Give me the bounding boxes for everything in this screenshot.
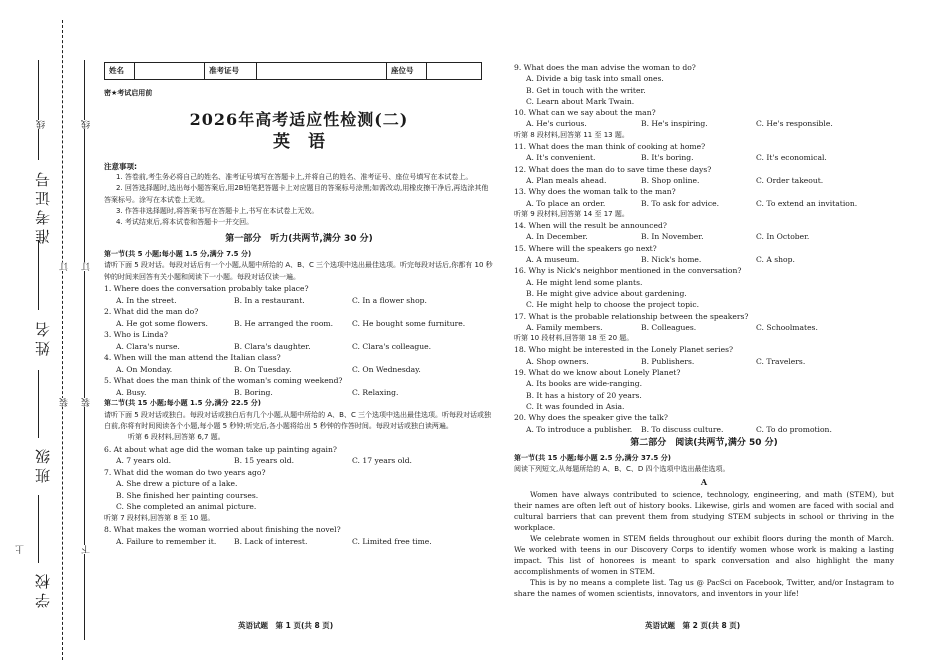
option-c: C. To do promotion.: [756, 424, 832, 434]
part1-title: 第一部分 听力(共两节,满分 30 分): [225, 234, 373, 245]
note-item: 3. 作答非选择题时,将答案书写在答题卡上,书写在本试卷上无效。: [116, 206, 319, 215]
question-20: [514, 412, 894, 435]
option-a: A. Failure to remember it.: [116, 536, 217, 546]
info-table: [104, 62, 482, 80]
binding-class-label: 班级: [34, 445, 52, 483]
option-a: A. Divide a big task into small ones.: [526, 74, 664, 84]
name-field[interactable]: [135, 63, 205, 80]
section1-instructions: 请听下面 5 段对话。每段对话后有一个小题,从题中所给的 A、B、C 三个选项中选出最佳选项。听完每段对话后,你都有 10 秒钟的时间来回答有关小题和阅读下一小题。每段对话仅读一遍。: [104, 261, 493, 281]
question-text: 12. What does the man do to save time these days?: [514, 164, 712, 174]
part2-section1-heading: 第一节(共 15 小题;每小题 2.5 分,满分 37.5 分): [514, 454, 671, 463]
option-c: C. Learn about Mark Twain.: [526, 96, 635, 106]
option-c: C. Travelers.: [756, 356, 806, 366]
question-text: 1. Where does the conversation probably take place?: [104, 284, 309, 294]
binding-mark: 订: [82, 262, 92, 271]
note-item: 4. 考试结束后,将本试卷和答题卡一并交回。: [116, 218, 254, 227]
binding-strip: [0, 0, 100, 672]
option-c: C. He's responsible.: [756, 119, 833, 129]
option-c: C. He might help to choose the project topic.: [526, 300, 700, 310]
question-6: [104, 444, 494, 467]
passage-letter: A: [700, 476, 708, 487]
binding-mark: 线: [82, 120, 92, 129]
option-b: B. Boring.: [234, 387, 273, 397]
option-a: A. To place an order.: [526, 198, 606, 208]
option-a: A. Clara's nurse.: [116, 341, 180, 351]
binding-blank: [38, 240, 39, 310]
option-b: B. Shop online.: [641, 175, 700, 185]
passage-paragraph: We celebrate women in STEM fields throughout our exhibit floors during the month of March. We worked with teens in our Discovery Corps to identify women whose work is making a lasting impact. This list of honorees is meant to spark conversation and also highlight the many accomplishments of women in STEM.: [514, 533, 894, 576]
question-7: [104, 467, 494, 513]
option-c: C. Schoolmates.: [756, 322, 818, 332]
question-text: 7. What did the woman do two years ago?: [104, 467, 266, 477]
option-a: A. He got some flowers.: [116, 318, 208, 328]
option-c: C. It's economical.: [756, 153, 827, 163]
page-footer-2: 英语试题 第 2 页(共 8 页): [645, 621, 741, 630]
option-b: B. Get in touch with the writer.: [526, 85, 646, 95]
binding-blank: [38, 495, 39, 563]
option-c: C. Relaxing.: [352, 387, 399, 397]
option-c: C. Order takeout.: [756, 175, 824, 185]
question-5: [104, 375, 494, 398]
question-text: 2. What did the man do?: [104, 307, 199, 317]
option-c: C. It was founded in Asia.: [526, 401, 625, 411]
note-item: 2. 回答选择题时,选出每小题答案后,用2B铅笔把答题卡上对应题目的答案标号涂黑;如需改动,用橡皮擦干净后,再选涂其他答案标号。涂写在本试卷上无效。: [104, 184, 489, 204]
option-c: C. She completed an animal picture.: [116, 502, 257, 512]
option-b: B. It's boring.: [641, 153, 694, 163]
option-a: A. A museum.: [526, 255, 580, 265]
question-2: [104, 306, 494, 329]
option-b: B. Publishers.: [641, 356, 695, 366]
question-text: 11. What does the man think of cooking at home?: [514, 142, 706, 152]
option-b: B. On Tuesday.: [234, 364, 292, 374]
option-b: B. To ask for advice.: [641, 198, 720, 208]
option-c: C. In a flower shop.: [352, 295, 427, 305]
option-c: C. He bought some furniture.: [352, 318, 466, 328]
question-text: 8. What makes the woman worried about finishing the novel?: [104, 525, 341, 535]
question-19: [514, 367, 894, 412]
left-page: [104, 62, 494, 547]
binding-school-label: 学校: [34, 570, 52, 608]
option-c: C. Clara's colleague.: [352, 341, 432, 351]
question-text: 6. At about what age did the woman take up painting again?: [104, 444, 337, 454]
subject-title: 英语: [273, 132, 343, 152]
note-item: 1. 答卷前,考生务必将自己的姓名、准考证号填写在答题卡上,并将自己的姓名、准考证号、座位号填写在本试卷上。: [116, 173, 473, 181]
material-note: 听第 7 段材料,回答第 8 至 10 题。: [104, 513, 215, 522]
question-18: [514, 344, 894, 367]
question-11: [514, 141, 894, 164]
question-13: [514, 186, 894, 209]
option-b: B. Colleagues.: [641, 322, 697, 332]
option-a: A. In December.: [526, 232, 588, 242]
option-c: C. In October.: [756, 232, 810, 242]
option-a: A. Family members.: [526, 322, 603, 332]
question-text: 20. Why does the speaker give the talk?: [514, 413, 668, 423]
option-a: A. Busy.: [116, 387, 147, 397]
option-a: A. Plan meals ahead.: [526, 175, 607, 185]
binding-mark: 下: [82, 545, 92, 554]
question-text: 14. When will the result be announced?: [514, 221, 667, 231]
material-note: 听第 9 段材料,回答第 14 至 17 题。: [514, 209, 629, 218]
option-b: B. He's inspiring.: [641, 119, 708, 129]
question-10: [514, 107, 894, 130]
option-b: B. It has a history of 20 years.: [526, 390, 642, 400]
question-text: 3. Who is Linda?: [104, 330, 168, 340]
exam-title: 2026年高考适应性检测(二): [189, 109, 409, 129]
question-text: 16. Why is Nick's neighbor mentioned in the conversation?: [514, 266, 742, 276]
question-4: [104, 352, 494, 375]
question-17: [514, 311, 894, 334]
option-a: A. It's convenient.: [526, 153, 596, 163]
option-a: A. Its books are wide-ranging.: [526, 379, 643, 389]
passage-paragraph: Women have always contributed to science, technology, engineering, and math (STEM), but their names are often left out of history books. Likewise, girls and women are faced with social and cultural barriers that can prevent them from studying STEM subjects in school or thriving in the workplace.: [514, 489, 894, 532]
material-note: 听第 8 段材料,回答第 11 至 13 题。: [514, 130, 629, 139]
option-b: B. He arranged the room.: [234, 318, 334, 328]
option-c: C. Limited free time.: [352, 536, 432, 546]
section1-heading: 第一节(共 5 小题;每小题 1.5 分,满分 7.5 分): [104, 249, 252, 258]
section2-instructions: 请听下面 5 段对话或独白。每段对话或独白后有几个小题,从题中所给的 A、B、C 三个选项中选出最佳选项。听每段对话或独白前,你将有时间阅读各个小题,每小题 5 秒钟;听完后,各小题将给出 5 秒钟的作答时间。每段对话或独白读两遍。: [104, 410, 492, 430]
option-a: A. She drew a picture of a lake.: [116, 479, 238, 489]
question-3: [104, 329, 494, 352]
binding-exam-no-label: 准考证号: [34, 168, 52, 244]
option-b: B. In November.: [641, 232, 704, 242]
option-b: B. Lack of interest.: [234, 536, 308, 546]
option-b: B. Clara's daughter.: [234, 341, 311, 351]
binding-mark: 订: [60, 262, 70, 271]
page-footer-1: 英语试题 第 1 页(共 8 页): [238, 621, 334, 630]
name-label: 姓名: [105, 63, 135, 80]
section2-heading: 第二节(共 15 小题;每小题 1.5 分,满分 22.5 分): [104, 399, 261, 408]
question-text: 19. What do we know about Lonely Planet?: [514, 368, 681, 378]
option-b: B. In a restaurant.: [234, 295, 305, 305]
option-a: A. He might lend some plants.: [526, 277, 643, 287]
exam-no-label: 准考证号: [205, 63, 257, 80]
question-text: 5. What does the man think of the woman's coming weekend?: [104, 376, 343, 386]
passage-paragraph: This is by no means a complete list. Tag us @ PacSci on Facebook, Twitter, and/or Instagram to share the names of women scientists, innovators, and inventors in your life!: [514, 577, 894, 598]
option-a: A. 7 years old.: [116, 456, 172, 466]
binding-mark: 上: [16, 545, 26, 554]
question-text: 13. Why does the woman talk to the man?: [514, 187, 676, 197]
material-note: 听第 10 段材料,回答第 18 至 20 题。: [514, 334, 634, 343]
cut-line: [62, 20, 63, 660]
notes-heading: 注意事项:: [104, 161, 137, 171]
question-text: 18. Who might be interested in the Lonely Planet series?: [514, 345, 734, 355]
option-c: C. 17 years old.: [352, 456, 412, 466]
seat-label: 座位号: [387, 63, 427, 80]
question-16: [514, 265, 894, 310]
part2-title: 第二部分 阅读(共两节,满分 50 分): [630, 437, 778, 448]
binding-mark: 线: [37, 120, 47, 129]
binding-name-label: 姓名: [34, 318, 52, 356]
option-a: A. To introduce a publisher.: [526, 424, 633, 434]
seat-field[interactable]: [427, 63, 482, 80]
question-text: 10. What can we say about the man?: [514, 108, 656, 118]
option-b: B. 15 years old.: [234, 456, 295, 466]
option-b: B. She finished her painting courses.: [116, 490, 259, 500]
question-text: 17. What is the probable relationship between the speakers?: [514, 311, 749, 321]
option-a: A. He's curious.: [526, 119, 587, 129]
question-12: [514, 164, 894, 187]
question-15: [514, 243, 894, 266]
question-text: 15. Where will the speakers go next?: [514, 243, 657, 253]
option-b: B. Nick's home.: [641, 255, 702, 265]
right-page: [514, 62, 894, 599]
question-text: 9. What does the man advise the woman to do?: [514, 63, 696, 72]
question-9: [514, 62, 894, 107]
option-a: A. Shop owners.: [526, 356, 589, 366]
exam-no-field[interactable]: [257, 63, 387, 80]
option-c: C. To extend an invitation.: [756, 198, 858, 208]
part2-section1-instructions: 阅读下列短文,从每题所给的 A、B、C、D 四个选项中选出最佳选项。: [514, 465, 730, 474]
binding-mark: 装: [60, 398, 70, 407]
secret-mark: 密★考试启用前: [104, 89, 153, 97]
option-c: C. A shop.: [756, 255, 795, 265]
option-b: B. He might give advice about gardening.: [526, 288, 687, 298]
option-a: A. In the street.: [116, 295, 177, 305]
binding-mark: 装: [82, 398, 92, 407]
question-text: 4. When will the man attend the Italian class?: [104, 353, 281, 363]
option-b: B. To discuss culture.: [641, 424, 724, 434]
binding-blank: [38, 60, 39, 160]
question-8: [104, 524, 494, 547]
option-c: C. On Wednesday.: [352, 364, 421, 374]
binding-blank: [38, 370, 39, 438]
option-a: A. On Monday.: [116, 364, 173, 374]
material-note: 听第 6 段材料,回答第 6,7 题。: [128, 433, 225, 442]
question-1: [104, 283, 494, 306]
question-14: [514, 220, 894, 243]
